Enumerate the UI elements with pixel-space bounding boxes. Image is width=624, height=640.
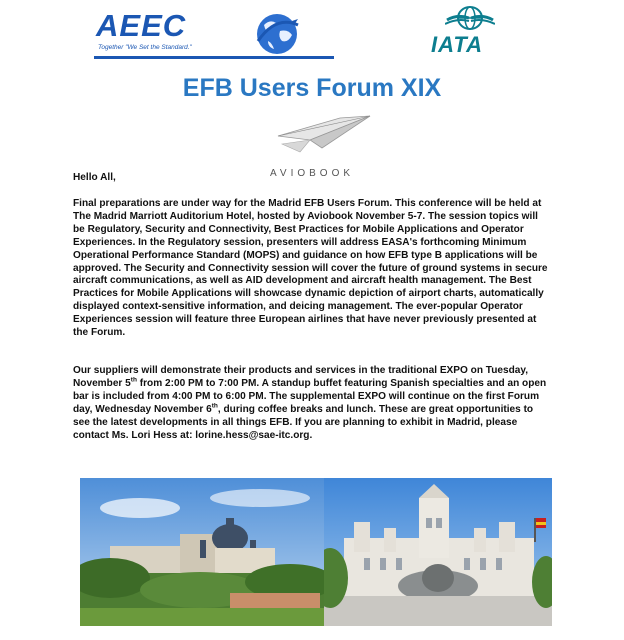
iata-globe-icon	[445, 6, 495, 34]
iata-logo	[427, 6, 517, 62]
header-divider	[94, 56, 334, 59]
aviobook-logo-text: AVIOBOOK	[269, 168, 355, 179]
paragraph-2-part-1: Our suppliers will demonstrate their products and services in the traditional EXPO on Tuesday, November 5	[73, 365, 529, 389]
globe-icon	[254, 11, 300, 57]
paper-plane-icon	[270, 114, 380, 154]
paragraph-2-part-2: from 2:00 PM to 7:00 PM. A standup buffet featuring Spanish specialties and an open bar is included from 4:00 PM to 6:00 PM. The supplemental EXPO will continue on the first Forum day, Wednesday November 6	[73, 377, 547, 415]
ordinal-suffix-1: th	[130, 376, 137, 384]
ordinal-suffix-2: th	[211, 402, 218, 410]
paragraph-2	[73, 365, 551, 442]
almudena-cathedral-photo	[80, 478, 324, 626]
aeec-logo-text: AEEC	[96, 8, 187, 43]
page-title: EFB Users Forum XIX	[182, 74, 442, 102]
paragraph-1: Final preparations are under way for the Madrid EFB Users Forum. This conference will be held at The Madrid Marriott Auditorium Hotel, hosted by Aviobook November 5-7. The session topics will be Regulatory, Security and Connectivity, Best Practices for Mobile Applications and Operator Experiences. In the Regulatory session, presenters will address EASA's forthcoming Minimum Operational Performance Standard (MOPS) and guidance on how EFB type B applications will be approved. The Security and Connectivity session will cover the future of ground systems in secure aircraft communications, as well as AID development and aircraft health management. The Best Practices for Mobile Applications will showcase dynamic depiction of airport charts, automatically displayed context-sensitive information, and deicing management. The ever-popular Operator Experiences session will feature three European airlines that have never previously presented at the Forum.	[73, 198, 548, 339]
greeting: Hello All,	[73, 172, 116, 183]
paragraph-2-part-3: , during coffee breaks and lunch. These are great opportunities to see the latest developments in all things EFB. If you are planning to exhibit in Madrid, please contact Ms. Lori Hess at: lorine.hess@sae-itc.org.	[73, 403, 534, 441]
cibeles-palace-photo	[324, 478, 552, 626]
aeec-tagline: Together "We Set the Standard."	[98, 44, 192, 51]
iata-logo-text: IATA	[431, 32, 484, 57]
